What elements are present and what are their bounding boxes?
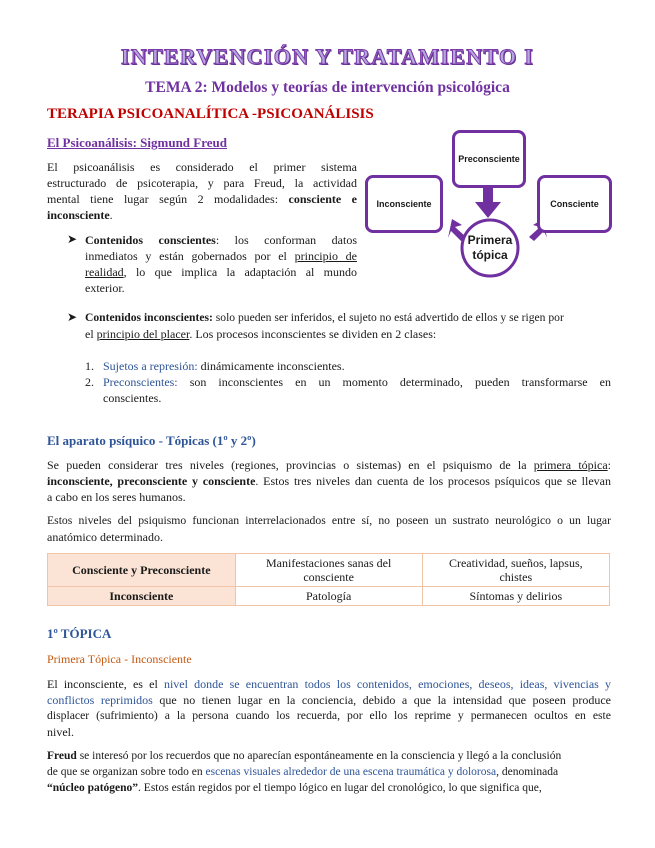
arrow-down-icon	[475, 188, 501, 218]
arrow-bullet-icon: ➤	[67, 232, 78, 246]
topica-heading: 1º TÓPICA	[47, 626, 112, 641]
aparato-paragraph-2	[47, 513, 611, 545]
niveles-table	[47, 553, 610, 606]
aparato-text: anatómico determinado.	[47, 530, 163, 544]
table-cell	[422, 554, 609, 587]
aparato-text: a cabo en los seres humanos.	[47, 490, 186, 504]
topica-text: displacer (sufrimiento) a la persona cuando los recuerda, por ello los reprime y permanecen ocultos en este	[47, 709, 611, 722]
table-cell: Patología	[235, 587, 422, 606]
diagram-center-label	[462, 233, 518, 263]
psicoanalisis-heading: El Psicoanálisis: Sigmund Freud	[47, 135, 227, 150]
bullet-underlined: principio de	[294, 249, 357, 263]
aparato-text: :	[607, 458, 611, 472]
topica-paragraph-2	[47, 748, 611, 796]
cell-line: consciente	[303, 570, 354, 584]
aparato-text: . Estos tres niveles dan cuenta de los procesos psíquicos que se llevan	[255, 474, 611, 488]
topica-paragraph-1	[47, 676, 611, 740]
topica-text: , denominada	[496, 766, 559, 778]
primera-topica-diagram	[365, 130, 615, 280]
list-text: son inconscientes en un momento determinado, pueden transformarse en	[177, 375, 611, 389]
center-label-line: tópica	[472, 248, 508, 262]
cell-line: Creatividad, sueños, lapsus,	[448, 556, 583, 570]
list-text: dinámicamente inconscientes.	[197, 359, 345, 373]
topica-highlight: escenas visuales alrededor de una escena traumática y dolorosa	[205, 766, 497, 778]
topica-text: El inconsciente, es el	[47, 677, 164, 691]
list-text: conscientes.	[103, 391, 162, 405]
document-title: INTERVENCIÓN Y TRATAMIENTO I	[120, 44, 535, 69]
topica-text: . Estos están regidos por el tiempo lógico en lugar del cronológico, lo que significa que,	[138, 782, 542, 794]
intro-paragraph	[47, 159, 357, 223]
aparato-underlined: primera tópica	[533, 458, 608, 472]
bullet-conscientes	[85, 232, 357, 296]
arrow-bullet-icon: ➤	[67, 310, 78, 324]
bullet-bold: Contenidos inconscientes:	[85, 311, 213, 324]
intro-text: .	[109, 208, 113, 222]
topica-text: de que se organizan sobre todo en	[47, 766, 206, 778]
bullet-underlined: principio del placer	[96, 327, 190, 341]
bullet-text: : los conforman datos	[215, 233, 357, 247]
topica-bold: “núcleo patógeno”	[47, 782, 139, 794]
topica-text: que no tienen lugar en la conciencia, debido a que la intensidad que poseen produce	[152, 693, 611, 707]
diagram-box-consciente: Consciente	[537, 175, 612, 233]
cell-line: Manifestaciones sanas del	[266, 556, 392, 570]
table-row	[48, 554, 610, 587]
bullet-text: solo pueden ser inferidos, el sujeto no está advertido de ellos y se rigen por	[212, 311, 564, 324]
intro-bold: inconsciente	[47, 208, 110, 222]
intro-bold: consciente e	[288, 192, 357, 206]
topica-text: se interesó por los recuerdos que no aparecían espontáneamente en la consciencia y llegó a la conclusión	[76, 750, 562, 762]
list-term: Preconscientes:	[103, 375, 178, 389]
bullet-bold: Contenidos conscientes	[85, 233, 216, 247]
bullet-text: inmediatos y están gobernados por el	[85, 249, 295, 263]
topica-bold: Freud	[47, 750, 77, 762]
list-item	[85, 374, 611, 390]
topica-subheading: Primera Tópica - Inconsciente	[47, 652, 192, 666]
table-cell: Consciente y Preconsciente	[48, 554, 236, 587]
diagram-box-preconsciente: Preconsciente	[452, 130, 526, 188]
document-subtitle: TEMA 2: Modelos y teorías de intervención psicológica	[145, 79, 510, 96]
topica-highlight: nivel donde se encuentran todos los contenidos, emociones, deseos, ideas, vivencias y	[163, 677, 612, 691]
aparato-text: Estos niveles del psiquismo funcionan interrelacionados entre sí, no poseen un sustrato neurológico o un lugar	[47, 514, 611, 527]
list-number: 1.	[85, 359, 94, 373]
center-label-line: Primera	[467, 233, 513, 247]
intro-line: El psicoanálisis es considerado el primer sistema	[47, 160, 357, 174]
section-title: TERAPIA PSICOANALÍTICA -PSICOANÁLISIS	[47, 106, 374, 122]
intro-text: mental tiene lugar según 2 modalidades:	[47, 192, 289, 206]
bullet-text: , lo que implica la adaptación al mundo	[123, 265, 357, 279]
list-number: 2.	[85, 375, 94, 389]
cell-line: chistes	[499, 570, 533, 584]
aparato-paragraph-1	[47, 457, 611, 505]
table-cell: Inconsciente	[48, 587, 236, 606]
table-cell	[235, 554, 422, 587]
bullet-text: . Los procesos inconscientes se dividen en 2 clases:	[189, 327, 437, 341]
diagram-box-inconsciente: Inconsciente	[365, 175, 443, 233]
list-item	[85, 358, 611, 374]
aparato-heading: El aparato psíquico - Tópicas (1º y 2º)	[47, 433, 256, 448]
list-term: Sujetos a represión:	[103, 359, 198, 373]
topica-highlight: conflictos reprimidos	[47, 693, 153, 707]
table-cell: Síntomas y delirios	[422, 587, 609, 606]
bullet-underlined: realidad	[85, 265, 124, 279]
bullet-text: el	[85, 327, 97, 341]
aparato-text: Se pueden considerar tres niveles (regiones, provincias o sistemas) en el psiquismo de la	[47, 458, 534, 472]
table-row	[48, 587, 610, 606]
aparato-bold: inconsciente, preconsciente y consciente	[47, 474, 256, 488]
numbered-list	[85, 358, 611, 406]
topica-text: nivel.	[47, 725, 74, 739]
intro-line: estructurado de psicoterapia, y para Freud, la actividad	[47, 176, 357, 190]
bullet-text: exterior.	[85, 281, 125, 295]
bullet-inconscientes	[85, 310, 611, 342]
